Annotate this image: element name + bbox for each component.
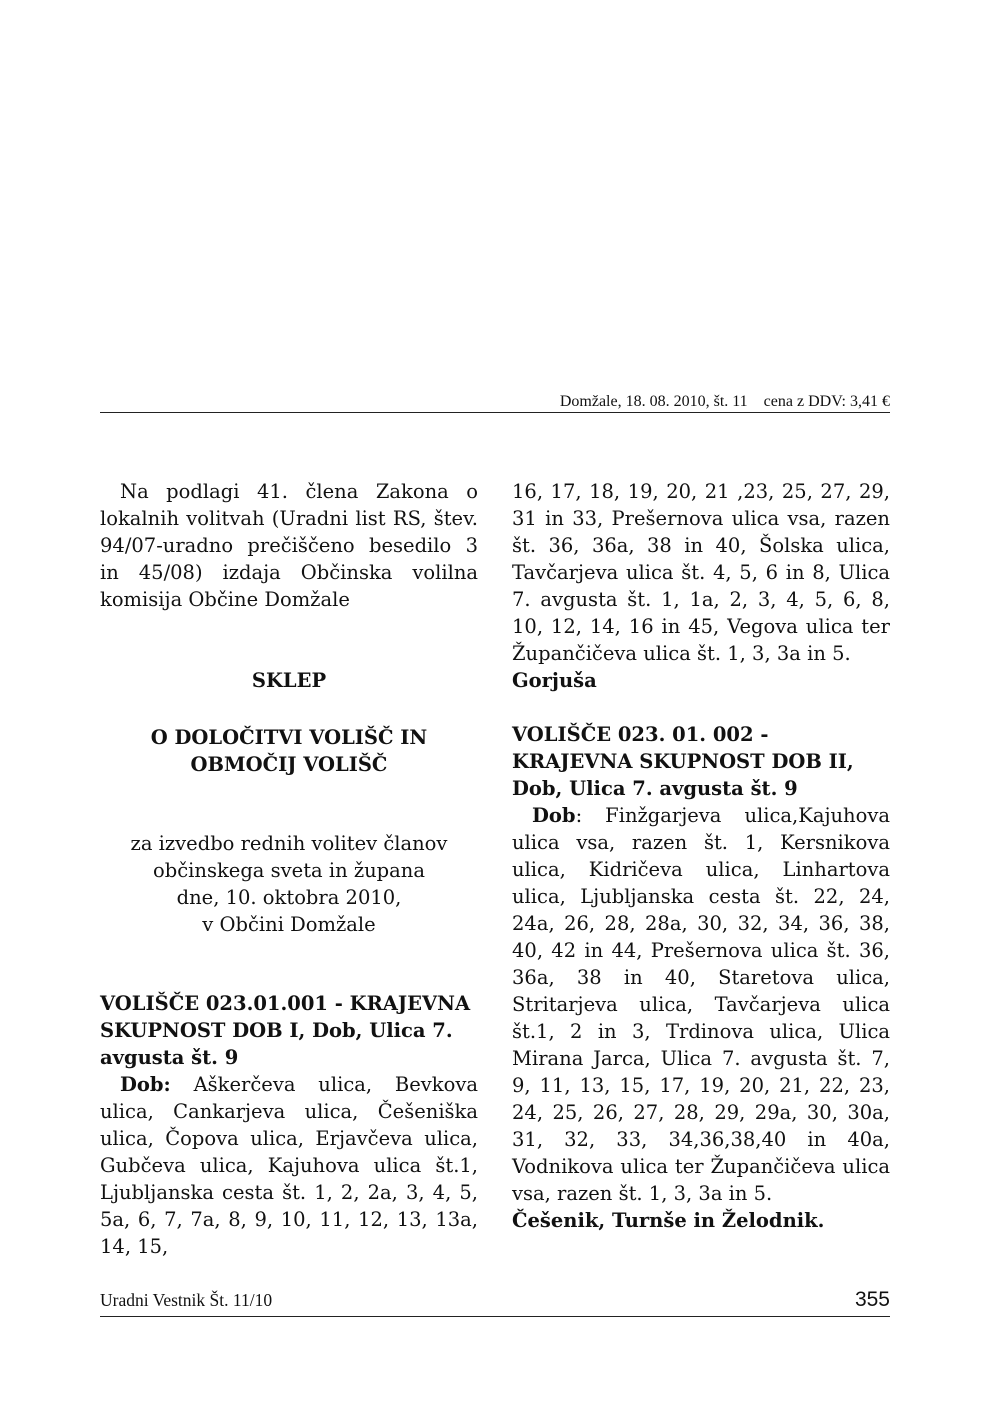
decision-title-line-2: OBMOČIJ VOLIŠČ [190,753,388,776]
polling-station-1-heading: VOLIŠČE 023.01.001 - KRAJEVNA SKUPNOST DOB I, Dob, Ulica 7. avgusta št. 9 [100,992,471,1069]
page-footer [100,1288,890,1317]
subtitle-line-1: za izvedbo rednih volitev članov [130,832,448,855]
polling-station-2-description [512,802,890,1207]
subtitle-line-4: v Občini Domžale [202,913,376,936]
decision-title-line-1: O DOLOČITVI VOLIŠČ IN [150,726,428,749]
polling-station-2-text: : Finžgarjeva ulica,Kajuhova ulica vsa, razen št. 1, Kersnikova ulica, Kidričeva ulica, Linhartova ulica, Ljubljanska cesta št. 22, 24, 24a, 26, 28, 28a, 30, 32, 34, 36, 38, 40, 42 in 44, Prešernova ulica št. 36, 36a, 38 in 40, Staretova ulica, Stritarjeva ulica, Tavčarjeva ulica št.1, 2 in 3, Trdinova ulica, Ulica Mirana Jarca, Ulica 7. avgusta št. 7, 9, 11, 13, 15, 17, 19, 20, 21, 22, 23, 24, 25, 26, 27, 28, 29, 29a, 30, 30a, 31, 32, 33, 34,36,38,40 in 40a, Vodnikova ulica ter Župančičeva ulica vsa, razen št. 1, 3, 3a in 5. [512,804,890,1205]
price-info: cena z DDV: 3,41 € [763,393,890,410]
page-header [100,392,890,413]
right-column [512,478,890,1234]
left-column [100,478,478,1260]
issue-info: Domžale, 18. 08. 2010, št. 11 [559,393,748,410]
intro-paragraph: Na podlagi 41. člena Zakona o lokalnih volitvah (Uradni list RS, štev. 94/07-uradno prečiščeno besedilo 3 in 45/08) izdaja Občinska volilna komisija Občine Domžale [100,480,478,611]
polling-station-1-lead: Dob: [120,1073,171,1096]
polling-station-1-text: Aškerčeva ulica, Bevkova ulica, Cankarjeva ulica, Češeniška ulica, Čopova ulica, Erjavčeva ulica, Gubčeva ulica, Kajuhova ulica št.1, Ljubljanska cesta št. 1, 2, 2a, 3, 4, 5, 5a, 6, 7, 7a, 8, 9, 10, 11, 12, 13, 13a, 14, 15, [100,1073,478,1258]
publication-name: Uradni Vestnik Št. 11/10 [100,1290,273,1310]
page-number: 355 [854,1288,890,1311]
villages-list: Češenik, Turnše in Želodnik. [512,1209,825,1232]
subtitle-line-2: občinskega sveta in župana [153,859,425,882]
polling-station-1-description [100,1071,478,1260]
subtitle-line-3: dne, 10. oktobra 2010, [176,886,402,909]
polling-station-2-heading: VOLIŠČE 023. 01. 002 - KRAJEVNA SKUPNOST DOB II, Dob, Ulica 7. avgusta št. 9 [512,723,854,800]
village-gorjusa: Gorjuša [512,669,597,692]
sklep-title: SKLEP [251,669,327,692]
polling-station-1-continuation: 16, 17, 18, 19, 20, 21 ,23, 25, 27, 29, 31 in 33, Prešernova ulica vsa, razen št. 36, 36a, 38 in 40, Šolska ulica, Tavčarjeva ulica št. 4, 5, 6 in 8, Ulica 7. avgusta št. 1, 1a, 2, 3, 4, 5, 6, 8, 10, 12, 14, 16 in 45, Vegova ulica ter Župančičeva ulica št. 1, 3, 3a in 5. [512,480,890,665]
polling-station-2-lead: Dob [532,804,576,827]
